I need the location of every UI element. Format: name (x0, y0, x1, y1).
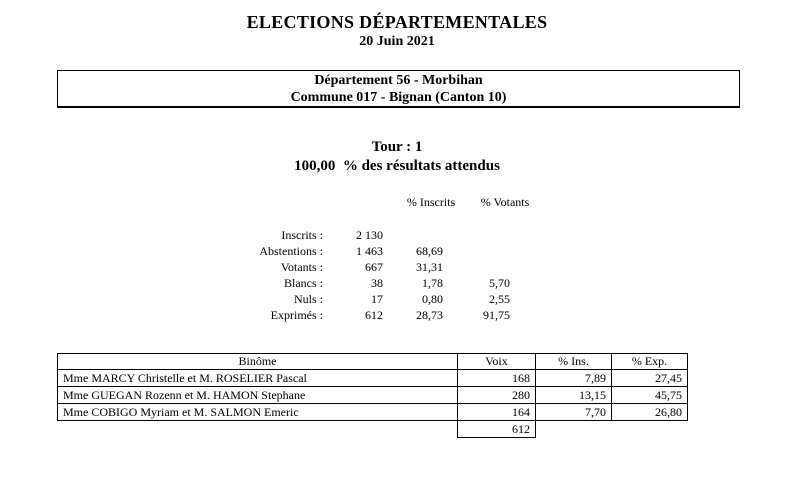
stat-pct-votants (443, 243, 510, 259)
stat-label: Votants : (280, 260, 323, 274)
table-row (58, 404, 688, 421)
stat-label: Nuls : (293, 292, 323, 306)
pct-ins-cell: 13,15 (536, 387, 612, 404)
election-date: 20 Juin 2021 (359, 34, 435, 49)
col-header-pct-exp: % Exp. (612, 354, 688, 370)
total-spacer (536, 421, 612, 438)
voix-cell: 164 (458, 404, 536, 421)
binome-cell: Mme COBIGO Myriam et M. SALMON Emeric (58, 404, 458, 421)
stat-pct-votants (443, 227, 510, 243)
stats-row-abstentions (0, 243, 520, 259)
stat-pct-votants (443, 259, 510, 275)
participation-stats (0, 227, 520, 323)
binome-cell: Mme MARCY Christelle et M. ROSELIER Pascal (58, 370, 458, 387)
col-header-pct-ins: % Ins. (536, 354, 612, 370)
stats-row-exprimes (0, 307, 520, 323)
pct-ins-cell: 7,70 (536, 404, 612, 421)
stats-header-pct-votants: % Votants (480, 195, 530, 209)
stats-row-votants (0, 259, 520, 275)
total-spacer (612, 421, 688, 438)
stat-pct-inscrits: 31,31 (416, 260, 443, 274)
voix-cell: 168 (458, 370, 536, 387)
stat-label: Inscrits : (281, 228, 323, 242)
tour-block (0, 139, 794, 175)
stats-column-headers (0, 195, 794, 209)
binome-cell: Mme GUEGAN Rozenn et M. HAMON Stephane (58, 387, 458, 404)
stat-pct-inscrits: 68,69 (416, 244, 443, 258)
total-spacer (58, 421, 458, 438)
document-title: ELECTIONS DÉPARTEMENTALES (246, 12, 548, 32)
results-progress: 100,00 % des résultats attendus (294, 158, 500, 174)
pct-exp-cell: 27,45 (612, 370, 688, 387)
voix-cell: 280 (458, 387, 536, 404)
stats-row-blancs (0, 275, 520, 291)
title-block (0, 12, 794, 50)
stat-pct-votants: 91,75 (483, 308, 510, 322)
col-header-voix: Voix (458, 354, 536, 370)
stat-value: 612 (365, 308, 383, 322)
department-line: Département 56 - Morbihan (314, 73, 483, 88)
stat-value: 38 (371, 276, 383, 290)
table-header-row (58, 354, 688, 370)
stat-pct-votants: 5,70 (489, 276, 510, 290)
department-commune-box (57, 70, 740, 108)
results-table (57, 353, 688, 438)
col-header-binome: Binôme (58, 354, 458, 370)
stat-label: Blancs : (284, 276, 323, 290)
stats-header-pct-inscrits: % Inscrits (406, 195, 456, 209)
tour-title: Tour : 1 (371, 139, 423, 155)
commune-line: Commune 017 - Bignan (Canton 10) (290, 90, 507, 105)
pct-exp-cell: 26,80 (612, 404, 688, 421)
stat-value: 667 (365, 260, 383, 274)
stat-pct-inscrits (383, 227, 443, 243)
stat-pct-inscrits: 28,73 (416, 308, 443, 322)
stats-row-nuls (0, 291, 520, 307)
stat-value: 17 (371, 292, 383, 306)
stat-label: Exprimés : (270, 308, 323, 322)
table-row (58, 370, 688, 387)
total-voix-cell: 612 (458, 421, 536, 438)
stat-value: 2 130 (356, 228, 383, 242)
pct-ins-cell: 7,89 (536, 370, 612, 387)
stat-label: Abstentions : (259, 244, 323, 258)
stats-row-inscrits (0, 227, 520, 243)
stat-pct-inscrits: 0,80 (422, 292, 443, 306)
pct-exp-cell: 45,75 (612, 387, 688, 404)
stat-pct-inscrits: 1,78 (422, 276, 443, 290)
table-total-row (58, 421, 688, 438)
table-row (58, 387, 688, 404)
stat-value: 1 463 (356, 244, 383, 258)
stat-pct-votants: 2,55 (489, 292, 510, 306)
